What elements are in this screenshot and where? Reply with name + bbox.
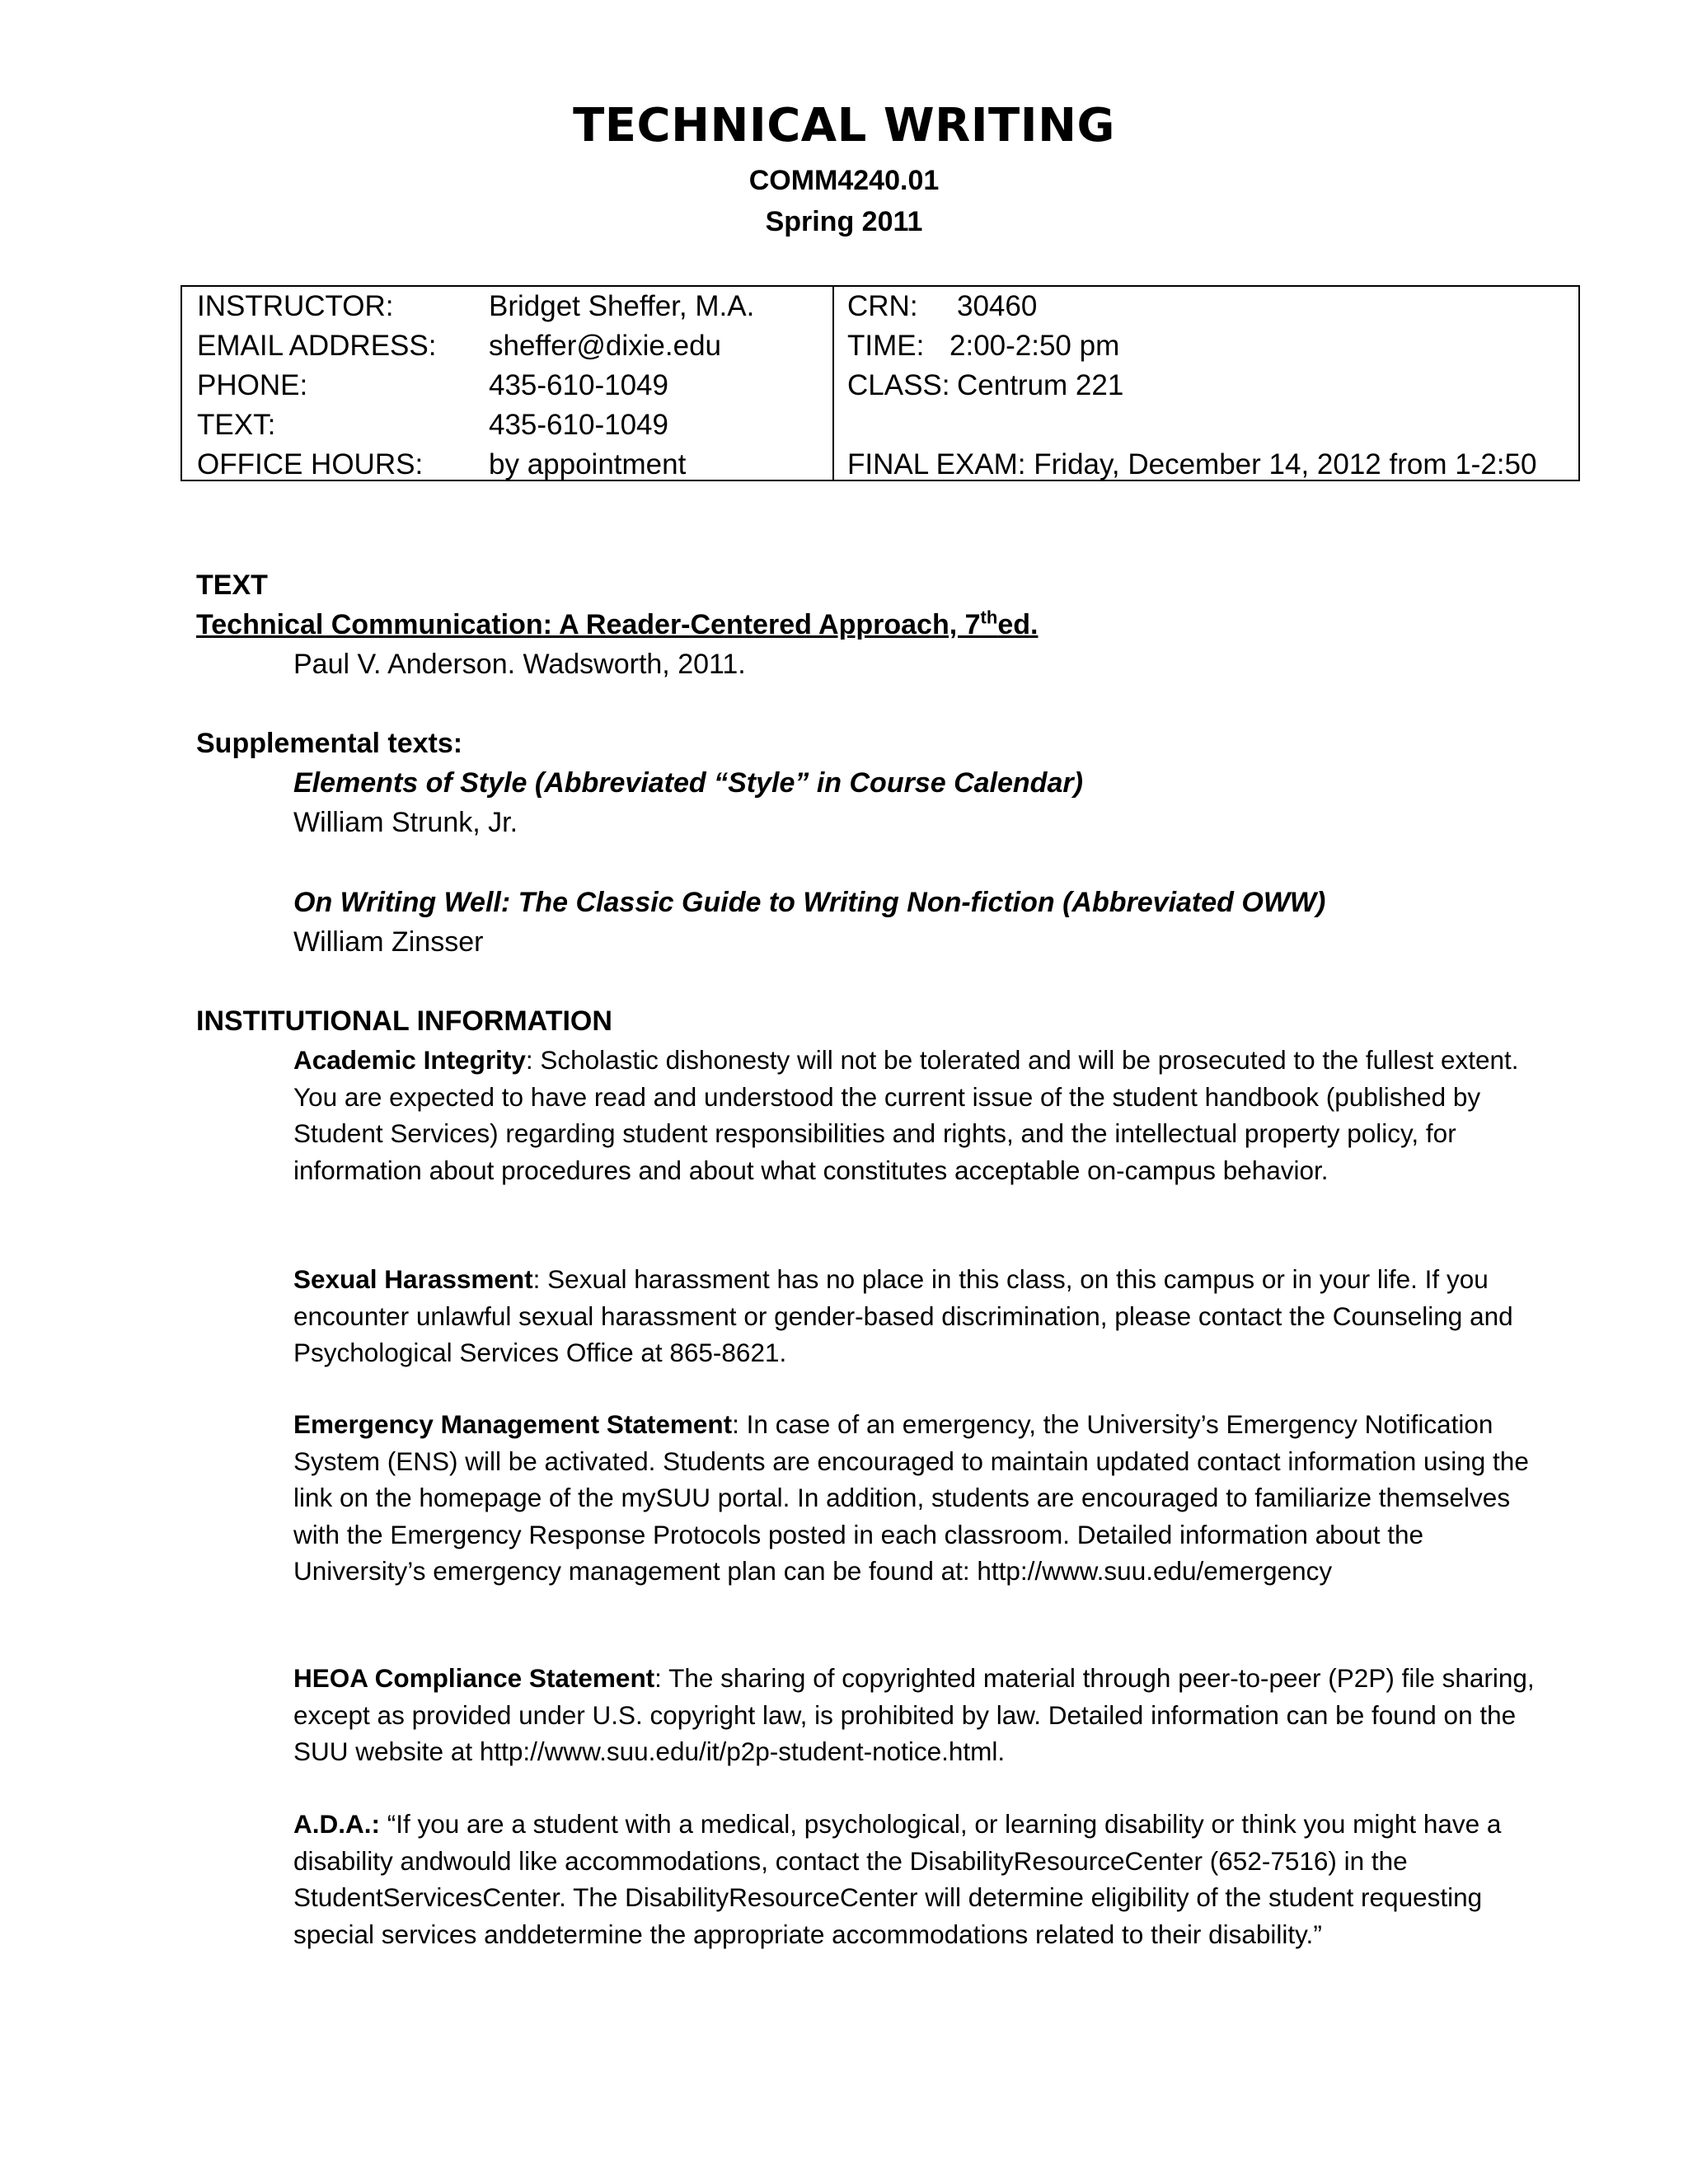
info-value-class: Centrum 221 [957, 369, 1124, 401]
textbook-title-end: ed. [997, 609, 1039, 640]
course-code: COMM4240.01 [748, 165, 940, 196]
info-label-crn: CRN: [847, 290, 918, 322]
info-label-class: CLASS: [847, 369, 950, 401]
policy-ada [293, 1806, 1563, 1952]
textbook-title-main: Technical Communication: A Reader-Centered Approach, 7 [196, 609, 981, 640]
info-value-crn: 30460 [957, 290, 1038, 322]
supplemental-title: Elements of Style (Abbreviated “Style” in Course Calendar) [293, 767, 1083, 799]
info-value-text: 435-610-1049 [489, 409, 668, 441]
supplemental-author: William Strunk, Jr. [293, 807, 518, 838]
supplemental-author: William Zinsser [293, 926, 484, 958]
policy-text: “If you are a student with a medical, psychological, or learning disability or think you might have a disability andwould like accommodations, contact the DisabilityResourceCenter (652-7516) in the StudentServicesCenter. The DisabilityResourceCenter will determine eligibility of the student requesting special services anddetermine the appropriate accommodations related to their disability.” [293, 1809, 1502, 1949]
policy-text: : Sexual harassment has no place in this class, on this campus or in your life. If you encounter unlawful sexual harassment or gender-based discrimination, please contact the Counseling and Psychological Services Office at 865-8621. [293, 1264, 1513, 1367]
policy-emergency-management [293, 1406, 1563, 1590]
info-final-exam: FINAL EXAM: Friday, December 14, 2012 from 1-2:50 [847, 448, 1537, 480]
info-label-time: TIME: [847, 330, 925, 362]
term: Spring 2011 [765, 206, 923, 237]
policy-text: : Scholastic dishonesty will not be tolerated and will be prosecuted to the fullest extent. You are expected to have read and understood the current issue of the student handbook (published by Student Services) regarding student responsibilities and rights, and the intellectual property policy, for information about procedures and about what constitutes acceptable on-campus behavior. [293, 1045, 1519, 1185]
supplemental-title: On Writing Well: The Classic Guide to Writing Non-fiction (Abbreviated OWW) [293, 887, 1326, 918]
info-label-office-hours: OFFICE HOURS: [197, 448, 424, 480]
info-value-phone: 435-610-1049 [489, 369, 668, 401]
institutional-heading: INSTITUTIONAL INFORMATION [196, 1005, 612, 1037]
policy-label: HEOA Compliance Statement [293, 1663, 655, 1693]
textbook-title-superscript: th [980, 607, 998, 628]
textbook-author: Paul V. Anderson. Wadsworth, 2011. [293, 649, 746, 680]
supplemental-heading: Supplemental texts: [196, 728, 463, 759]
info-box-divider [832, 287, 834, 480]
policy-label: Emergency Management Statement [293, 1409, 733, 1439]
policy-text: : The sharing of copyrighted material through peer-to-peer (P2P) file sharing, except as provided under U.S. copyright law, is prohibited by law. Detailed information can be found on the SUU website at http://www.suu.edu/it/p2p-student-notice.html. [293, 1663, 1535, 1766]
policy-label: Academic Integrity [293, 1045, 526, 1075]
text-heading: TEXT [196, 569, 268, 601]
textbook-title [196, 605, 1038, 644]
info-value-email: sheffer@dixie.edu [489, 330, 721, 362]
info-label-email: EMAIL ADDRESS: [197, 330, 437, 362]
policy-sexual-harassment [293, 1261, 1563, 1371]
course-info-box [181, 285, 1580, 481]
info-value-instructor: Bridget Sheffer, M.A. [489, 290, 755, 322]
policy-heoa-compliance [293, 1660, 1563, 1770]
policy-academic-integrity [293, 1042, 1563, 1188]
info-value-office-hours: by appointment [489, 448, 687, 480]
policy-label: Sexual Harassment [293, 1264, 533, 1294]
info-label-text: TEXT: [197, 409, 276, 441]
info-label-instructor: INSTRUCTOR: [197, 290, 394, 322]
info-label-phone: PHONE: [197, 369, 308, 401]
policy-text: : In case of an emergency, the University’s Emergency Notification System (ENS) will be activated. Students are encouraged to maintain updated contact information using the link on the homepage of the mySUU portal. In addition, students are encouraged to familiarize themselves with the Emergency Response Protocols posted in each classroom. Detailed information about the University’s emergency management plan can be found at: http://www.suu.edu/emergency [293, 1409, 1529, 1586]
policy-label: A.D.A.: [293, 1809, 380, 1839]
info-value-time: 2:00-2:50 pm [950, 330, 1120, 362]
page-title: TECHNICAL WRITING [573, 99, 1115, 152]
